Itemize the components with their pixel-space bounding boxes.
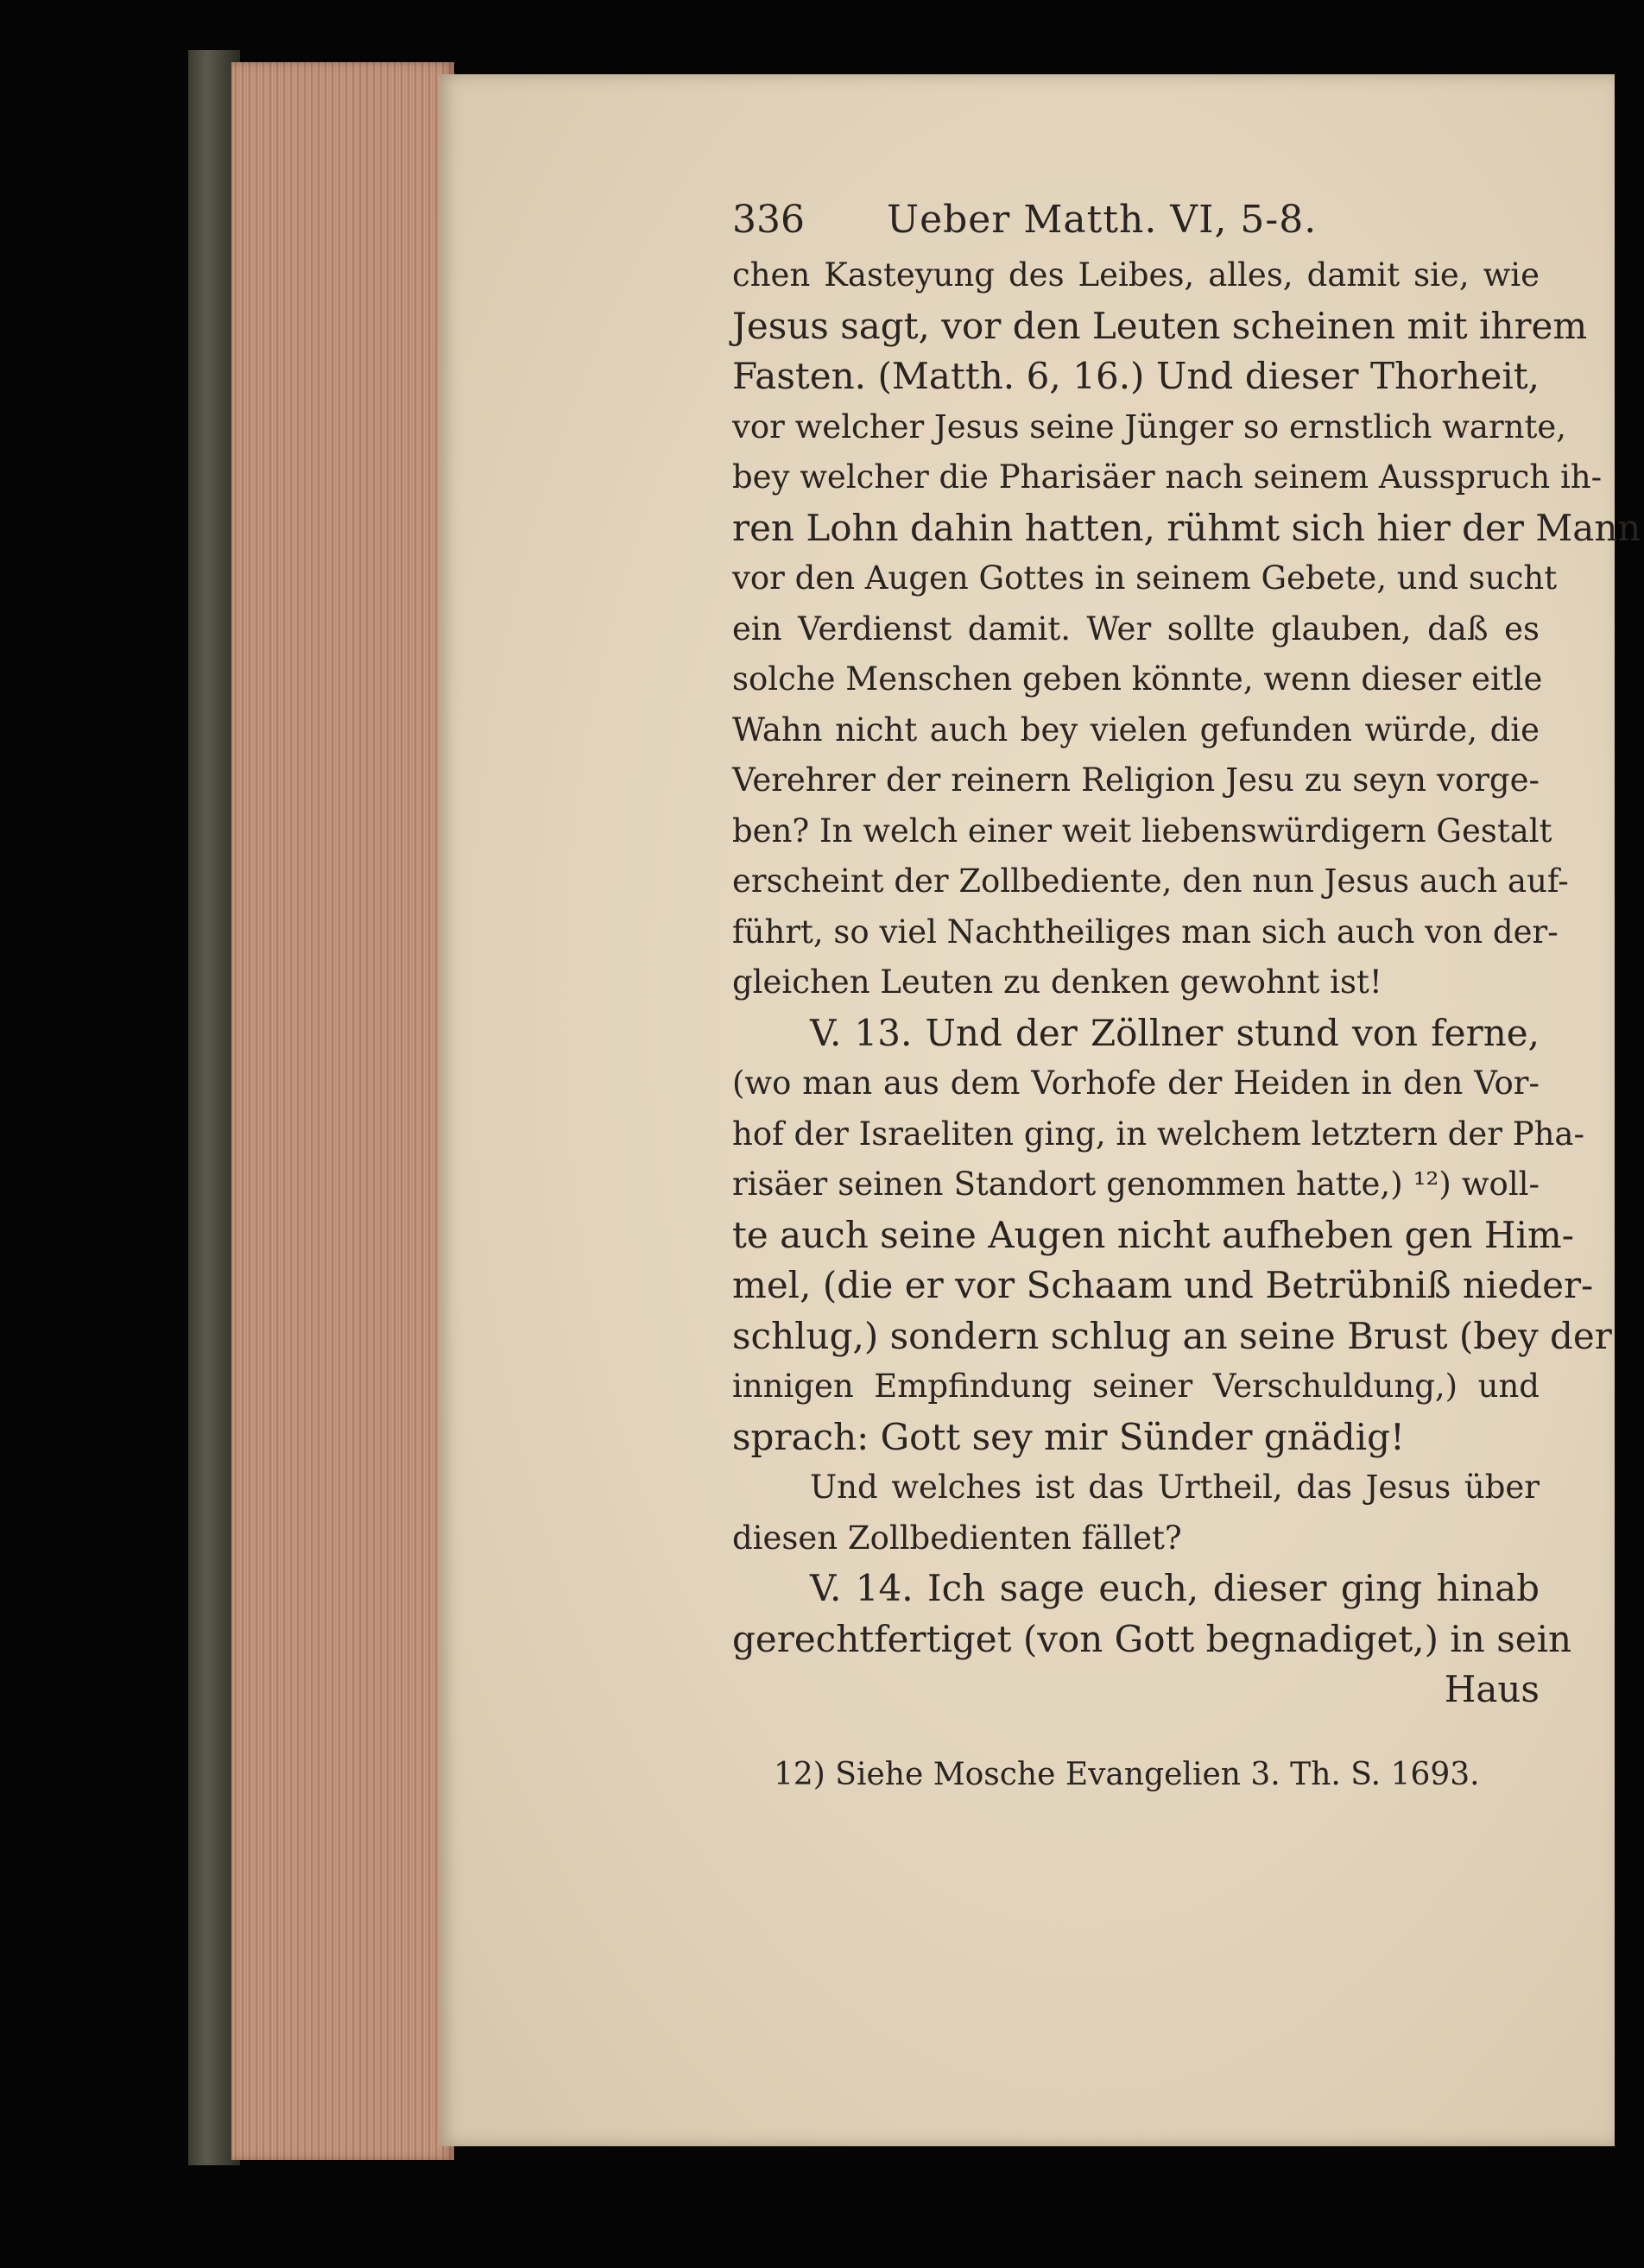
footnote: 12) Siehe Mosche Evangelien 3. Th. S. 1693.: [774, 1756, 1480, 1792]
text-line: Verehrer der reinern Religion Jesu zu seyn vorge-: [732, 761, 1540, 799]
text-line: hof der Israeliten ging, in welchem letztern der Pha-: [732, 1115, 1584, 1153]
verse-heading: V. 14. Ich sage euch, dieser ging hinab: [810, 1567, 1540, 1609]
text-line: ren Lohn dahin hatten, rühmt sich hier der Mann: [732, 506, 1641, 549]
text-line: innigen Empfindung seiner Verschuldung,) und: [732, 1368, 1540, 1405]
text-line: Jesus sagt, vor den Leuten scheinen mit ihrem: [732, 304, 1588, 347]
catchword: Haus: [1444, 1668, 1540, 1710]
text-line: diesen Zollbedienten fället?: [732, 1519, 1182, 1557]
text-line: gerechtfertiget (von Gott begnadiget,) in sein: [732, 1617, 1572, 1660]
text-line: gleichen Leuten zu denken gewohnt ist!: [732, 963, 1382, 1001]
text-line: (wo man aus dem Vorhofe der Heiden in den Vor-: [732, 1065, 1540, 1102]
book-page: [439, 74, 1641, 2146]
running-title: Ueber Matth. VI, 5-8.: [886, 198, 1318, 242]
text-line: te auch seine Augen nicht aufheben gen Him-: [732, 1213, 1574, 1256]
text-line: risäer seinen Standort genommen hatte,) ¹²) woll-: [732, 1166, 1540, 1203]
text-line: schlug,) sondern schlug an seine Brust (bey der: [732, 1314, 1612, 1357]
text-line: vor welcher Jesus seine Jünger so ernstlich warnte,: [732, 407, 1566, 445]
text-line: führt, so viel Nachtheiliges man sich auch von der-: [732, 913, 1559, 951]
text-line: erscheint der Zollbediente, den nun Jesus auch auf-: [732, 862, 1569, 900]
verse-heading: V. 13. Und der Zöllner stund von ferne,: [810, 1011, 1540, 1054]
page-edges: [231, 62, 454, 2160]
text-line: Fasten. (Matth. 6, 16.) Und dieser Thorheit,: [732, 355, 1540, 397]
text-line: chen Kasteyung des Leibes, alles, damit sie, wie: [732, 256, 1540, 294]
text-line: solche Menschen geben könnte, wenn dieser eitle: [732, 660, 1543, 698]
text-line: mel, (die er vor Schaam und Betrübniß nieder-: [732, 1264, 1594, 1306]
text-line: Und welches ist das Urtheil, das Jesus über: [810, 1469, 1540, 1506]
page-number: 336: [732, 198, 805, 242]
text-line: sprach: Gott sey mir Sünder gnädig!: [732, 1415, 1405, 1458]
text-line: bey welcher die Pharisäer nach seinem Ausspruch ih-: [732, 458, 1603, 496]
text-line: ben? In welch einer weit liebenswürdigern Gestalt: [732, 812, 1552, 850]
running-head: [732, 195, 1540, 245]
text-line: ein Verdienst damit. Wer sollte glauben, daß es: [732, 610, 1540, 648]
text-line: Wahn nicht auch bey vielen gefunden würde, die: [732, 711, 1540, 749]
page-text: [732, 195, 1641, 1800]
text-line: vor den Augen Gottes in seinem Gebete, und sucht: [732, 559, 1558, 597]
